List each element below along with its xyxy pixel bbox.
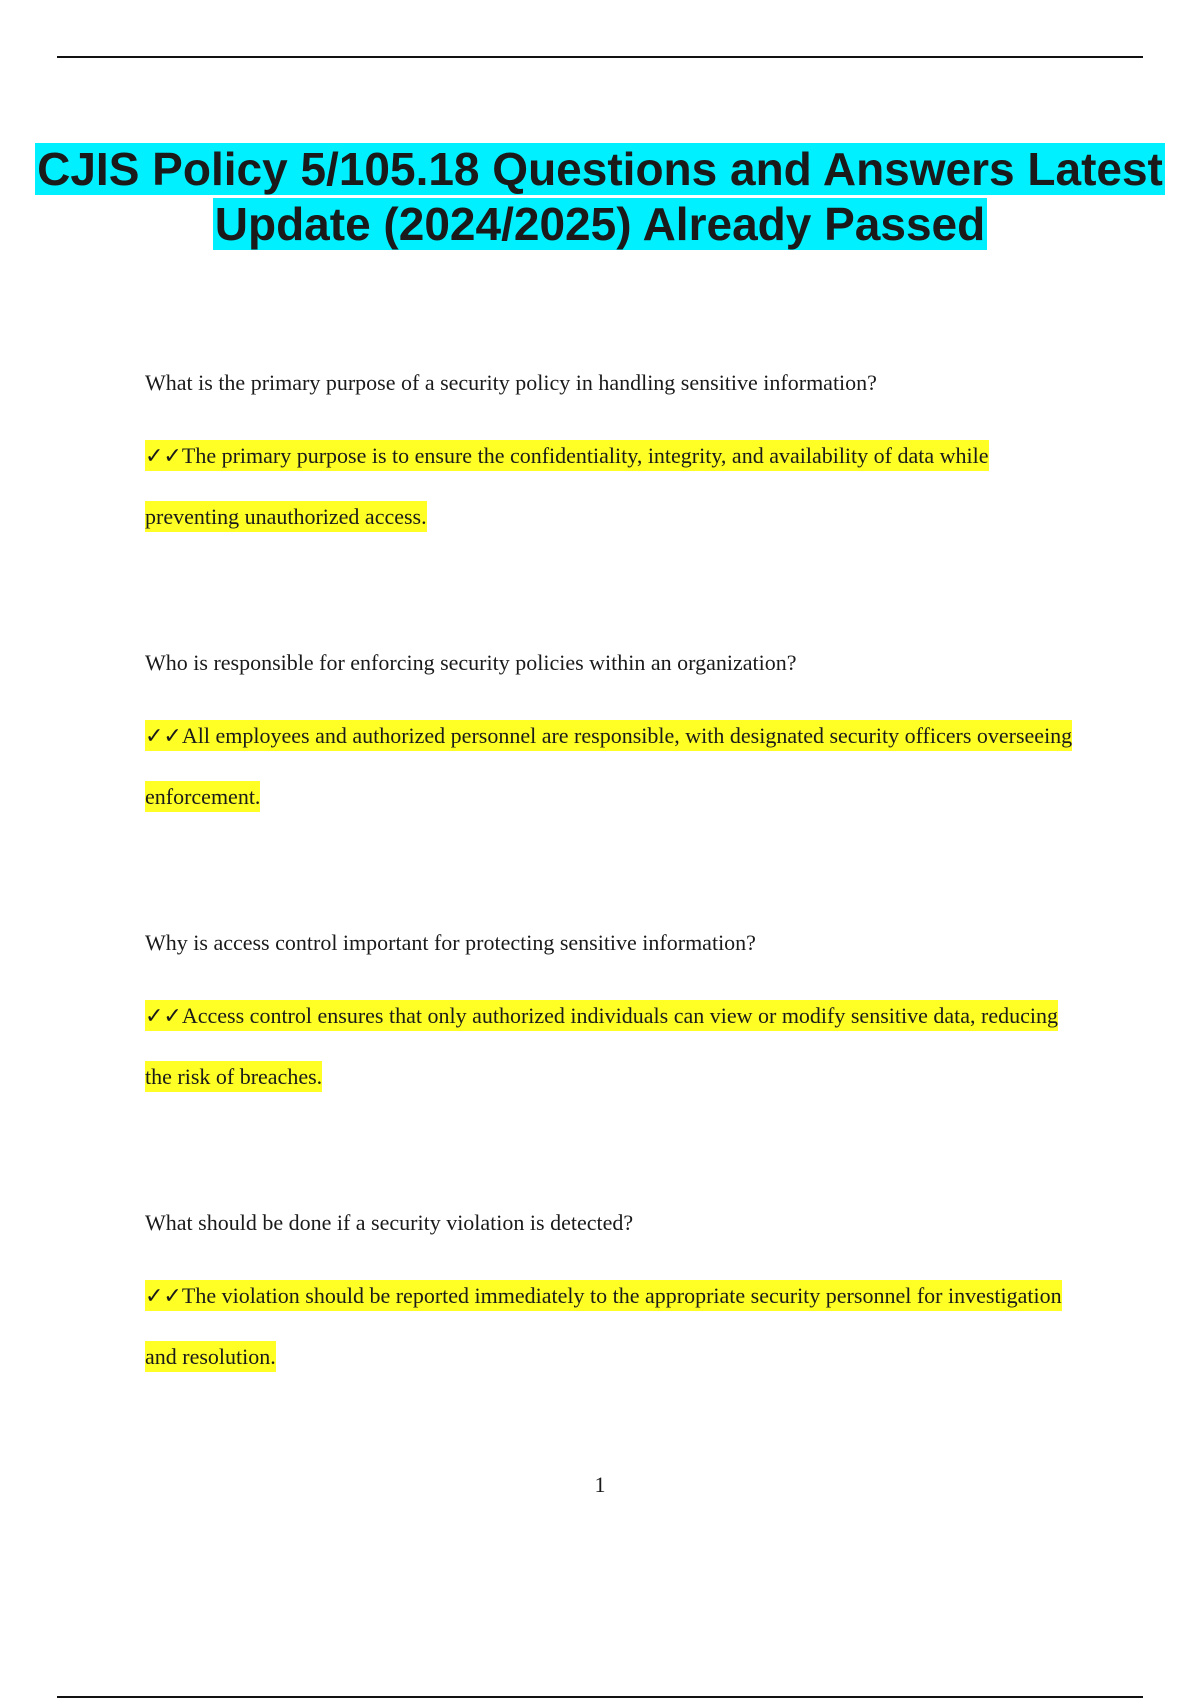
question-text: Why is access control important for protecting sensitive information? (145, 930, 756, 955)
qa-item (145, 930, 1085, 1107)
bottom-rule (57, 1696, 1143, 1698)
qa-item (145, 370, 1085, 547)
qa-item (145, 1210, 1085, 1387)
answer-highlight (145, 720, 1072, 812)
question-text: Who is responsible for enforcing security policies within an organization? (145, 650, 797, 675)
page-number: 1 (594, 1472, 606, 1497)
document-title (0, 142, 1200, 252)
answer-highlight (145, 440, 989, 532)
check-mark-icon: ✓✓ (145, 444, 182, 469)
answer-text: The primary purpose is to ensure the confidentiality, integrity, and availability of data while preventing unauthorized access. (145, 443, 989, 529)
answer-text: The violation should be reported immediately to the appropriate security personnel for investigation and resolution. (145, 1283, 1062, 1369)
question-text: What should be done if a security violation is detected? (145, 1210, 634, 1235)
answer-block (145, 706, 1085, 827)
answer-block (145, 986, 1085, 1107)
answer-text: Access control ensures that only authorized individuals can view or modify sensitive data, reducing the risk of breaches. (145, 1003, 1058, 1089)
check-mark-icon: ✓✓ (145, 1284, 182, 1309)
check-mark-icon: ✓✓ (145, 724, 182, 749)
title-text: CJIS Policy 5/105.18 Questions and Answers Latest Update (2024/2025) Already Passed (37, 143, 1163, 250)
answer-highlight (145, 1000, 1058, 1092)
check-mark-icon: ✓✓ (145, 1004, 182, 1029)
qa-item (145, 650, 1085, 827)
question-text: What is the primary purpose of a security policy in handling sensitive information? (145, 370, 877, 395)
answer-block (145, 426, 1085, 547)
top-rule (57, 56, 1143, 58)
answer-highlight (145, 1280, 1062, 1372)
answer-text: All employees and authorized personnel are responsible, with designated security officers overseeing enforcement. (145, 723, 1073, 809)
answer-block (145, 1266, 1085, 1387)
